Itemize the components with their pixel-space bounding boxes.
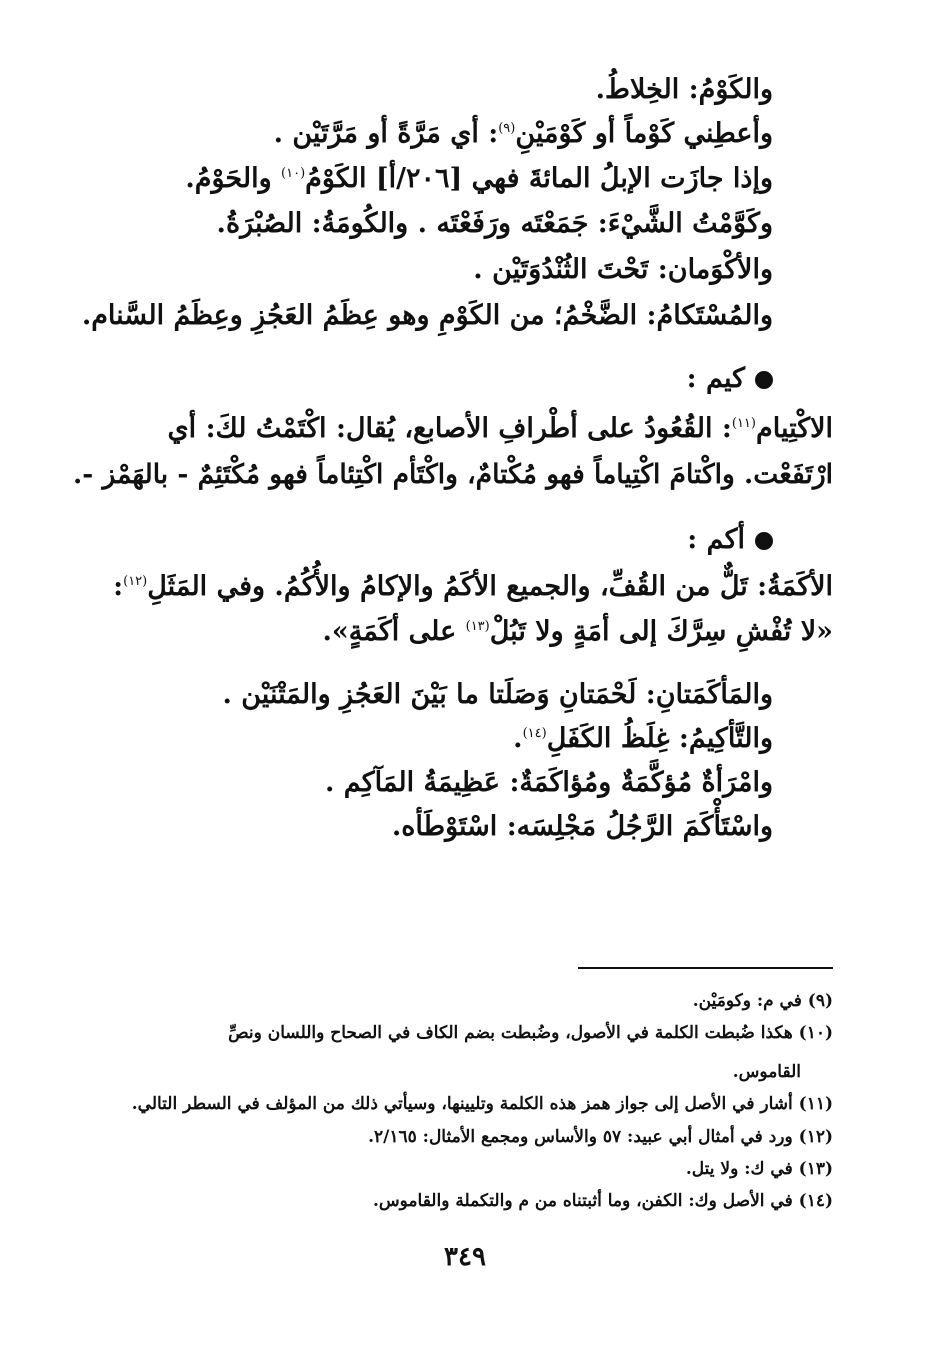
footnote-ref: (٩) — [498, 121, 516, 136]
footnote: (١٤) في الأصل وك: الكفن، وما أثبتناه من م والتكملة والقاموس. — [372, 1191, 833, 1211]
footnote: (١٠) هكذا ضُبطت الكلمة في الأصول، وضُبطت بضم الكاف في الصحاح واللسان ونصِّ — [228, 1023, 833, 1043]
entry-line: والمَأكَمَتانِ: لَحْمَتانِ وَصَلَتا ما بَيْنَ العَجُزِ والمَتْنَيْن . — [222, 679, 773, 710]
entry-line: وكَوَّمْتُ الشَّيْءَ: جَمَعْتَه ورَفَعْتَه . والكُومَةُ: الصُبْرَةُ. — [216, 208, 773, 239]
entry-line: والأكْوَمان: تَحْتَ الثُنْدُوَتَيْن . — [473, 254, 773, 285]
footnote: (١٢) ورد في أمثال أبي عبيد: ٥٧ والأساس ومجمع الأمثال: ٢/١٦٥. — [368, 1127, 833, 1147]
entry-line: ارْتَفَعْت. واكْتامَ اكْتِياماً فهو مُكْتامٌ، واكْتَأم اكْتِئاماً فهو مُكْتَئِمٌ - بالهَمْز -. — [73, 459, 833, 490]
footnote: (٩) في م: وكومَيْن. — [692, 991, 833, 1011]
footnote-ref: (١٠) — [281, 166, 306, 181]
entry-line: والتَّأكِيمُ: غِلَظُ الكَفَلِ$^{(١٤)}$. — [513, 723, 773, 754]
footnote-ref: (١٢) — [123, 574, 148, 589]
footnote-ref: (١٤) — [522, 726, 547, 741]
entry-line: وإذا جازَت الإبلُ المائةَ فهي [٢٠٦/أ] الكَوْمُ$^{(١٠)}$ والحَوْمُ. — [185, 163, 773, 194]
footnote-continuation: القاموس. — [732, 1062, 801, 1082]
section-heading-akm: أكم : — [687, 520, 773, 560]
entry-line: الأكَمَةُ: تَلٌّ من القُفِّ، والجميع الأكَمُ والإكامُ والأُكُمُ. وفي المَثَلِ$^{(١٢)}$: — [113, 571, 833, 602]
bullet-icon — [755, 532, 773, 550]
section-heading-kym: كيم : — [687, 359, 773, 399]
footnote-divider — [578, 967, 833, 969]
entry-line: وامْرَأةٌ مُؤكَّمَةٌ ومُؤاكَمَةٌ: عَظِيمَةُ المَآكِم . — [324, 767, 773, 798]
footnote-ref: (١٣) — [465, 619, 490, 634]
entry-line: والكَوْمُ: الخِلاطُ. — [595, 74, 773, 105]
bullet-icon — [755, 371, 773, 389]
footnote-ref: (١١) — [731, 416, 756, 431]
entry-line: واسْتَأْكَمَ الرَّجُلُ مَجْلِسَه: اسْتَوْطَأه. — [391, 811, 773, 842]
entry-line: «لا تُفْشِ سِرَّكَ إلى أمَةٍ ولا تَبُلْ$^{(١٣)}$ على أكَمَةٍ». — [322, 616, 833, 647]
page-number: ٣٤٩ — [444, 1242, 486, 1272]
entry-line: والمُسْتَكامُ: الضَّخْمُ؛ من الكَوْمِ وهو عِظَمُ العَجُزِ وعِظَمُ السَّنام. — [81, 300, 773, 331]
footnote: (١٣) في ك: ولا يتل. — [685, 1159, 833, 1179]
footnote: (١١) أشار في الأصل إلى جواز همز هذه الكلمة وتليينها، وسيأتي ذلك من المؤلف في السطر التالي. — [131, 1094, 833, 1114]
entry-line: وأعطِني كَوْماً أو كَوْمَيْنِ$^{(٩)}$: أي مَرَّةً أو مَرَّتَيْن . — [273, 118, 773, 149]
entry-line: الاكْتِيام$^{(١١)}$: القُعُودُ على أطْرافِ الأصابع، يُقال: اكْتَمْتُ لكَ: أي — [167, 413, 833, 444]
